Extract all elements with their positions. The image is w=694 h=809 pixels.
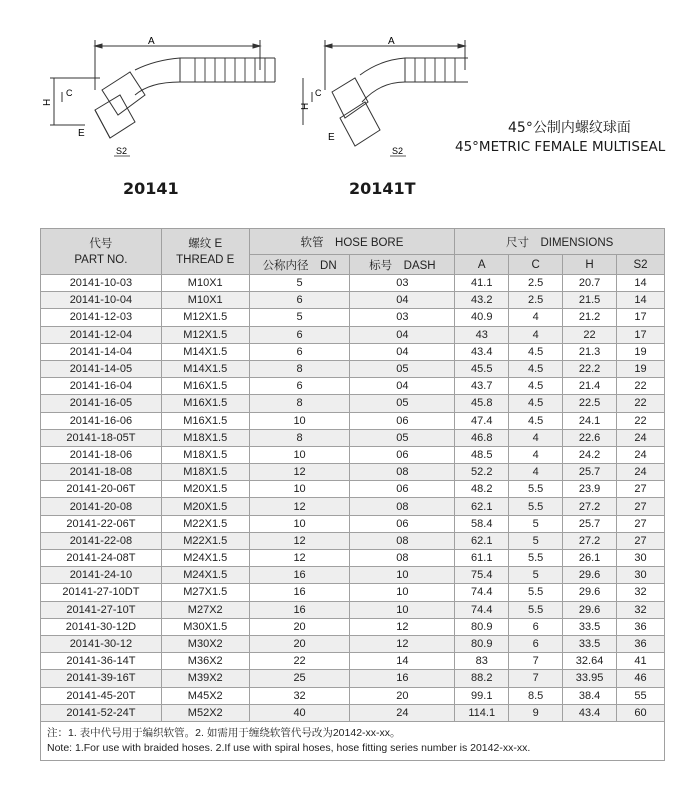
table-cell: 10 bbox=[249, 412, 350, 429]
table-cell: 36 bbox=[617, 635, 665, 652]
table-cell: M16X1.5 bbox=[161, 412, 249, 429]
table-cell: M45X2 bbox=[161, 687, 249, 704]
table-row bbox=[41, 601, 665, 618]
table-cell: 55 bbox=[617, 687, 665, 704]
table-cell: 10 bbox=[350, 601, 455, 618]
table-cell: 22 bbox=[563, 326, 617, 343]
model-label-20141t: 20141T bbox=[349, 179, 416, 198]
table-cell: 8.5 bbox=[509, 687, 563, 704]
table-row bbox=[41, 550, 665, 567]
table-cell: 36 bbox=[617, 618, 665, 635]
table-cell: 10 bbox=[350, 584, 455, 601]
table-cell: M52X2 bbox=[161, 704, 249, 721]
table-row bbox=[41, 687, 665, 704]
table-row bbox=[41, 395, 665, 412]
table-cell: 16 bbox=[249, 567, 350, 584]
table-cell: 5.5 bbox=[509, 550, 563, 567]
table-cell: 04 bbox=[350, 292, 455, 309]
table-cell: 27 bbox=[617, 481, 665, 498]
table-cell: 33.5 bbox=[563, 618, 617, 635]
model-label-20141: 20141 bbox=[123, 179, 179, 198]
table-cell: 16 bbox=[249, 601, 350, 618]
table-cell: 6 bbox=[249, 326, 350, 343]
table-cell: 22.2 bbox=[563, 360, 617, 377]
table-cell: M24X1.5 bbox=[161, 550, 249, 567]
table-cell: 80.9 bbox=[455, 618, 509, 635]
table-cell: M30X1.5 bbox=[161, 618, 249, 635]
table-cell: 24.2 bbox=[563, 446, 617, 463]
table-cell: 5 bbox=[509, 567, 563, 584]
table-cell: 20141-18-08 bbox=[41, 464, 162, 481]
table-cell: 27 bbox=[617, 532, 665, 549]
table-cell: 20 bbox=[249, 618, 350, 635]
note-en: Note: 1.For use with braided hoses. 2.If use with spiral hoses, hose fitting series number is 20142-xx-xx. bbox=[47, 741, 531, 754]
table-cell: 27 bbox=[617, 515, 665, 532]
table-cell: 5.5 bbox=[509, 601, 563, 618]
table-cell: 27.2 bbox=[563, 532, 617, 549]
table-row bbox=[41, 704, 665, 721]
table-cell: 25 bbox=[249, 670, 350, 687]
table-cell: 25.7 bbox=[563, 464, 617, 481]
table-cell: 4 bbox=[509, 464, 563, 481]
table-cell: M22X1.5 bbox=[161, 515, 249, 532]
product-title-cn: 45°公制内螺纹球面 bbox=[508, 120, 631, 136]
header-h: H bbox=[563, 255, 617, 275]
header-part-no: 代号 PART NO. bbox=[41, 229, 162, 275]
header-hose-bore: 软管 HOSE BORE bbox=[249, 229, 455, 255]
table-cell: 48.5 bbox=[455, 446, 509, 463]
table-cell: 20141-14-05 bbox=[41, 360, 162, 377]
table-cell: 30 bbox=[617, 567, 665, 584]
table-cell: 12 bbox=[350, 635, 455, 652]
table-cell: 20141-52-24T bbox=[41, 704, 162, 721]
table-row bbox=[41, 275, 665, 292]
dim-s2-label-t: S2 bbox=[392, 146, 404, 156]
table-cell: 20141-24-08T bbox=[41, 550, 162, 567]
table-cell: 20141-16-05 bbox=[41, 395, 162, 412]
table-cell: 46.8 bbox=[455, 429, 509, 446]
table-cell: 03 bbox=[350, 309, 455, 326]
table-cell: 20141-27-10T bbox=[41, 601, 162, 618]
table-cell: M14X1.5 bbox=[161, 360, 249, 377]
table-cell: M20X1.5 bbox=[161, 498, 249, 515]
table-cell: 5 bbox=[249, 309, 350, 326]
table-cell: 6 bbox=[249, 378, 350, 395]
table-cell: 4.5 bbox=[509, 395, 563, 412]
table-cell: 03 bbox=[350, 275, 455, 292]
table-cell: 6 bbox=[249, 292, 350, 309]
table-cell: M12X1.5 bbox=[161, 309, 249, 326]
table-cell: 33.5 bbox=[563, 635, 617, 652]
table-cell: 22 bbox=[249, 653, 350, 670]
table-cell: 40 bbox=[249, 704, 350, 721]
table-cell: 20141-27-10DT bbox=[41, 584, 162, 601]
table-cell: 43.4 bbox=[563, 704, 617, 721]
table-row bbox=[41, 567, 665, 584]
table-row bbox=[41, 429, 665, 446]
table-cell: M12X1.5 bbox=[161, 326, 249, 343]
table-cell: 40.9 bbox=[455, 309, 509, 326]
table-cell: 20141-18-06 bbox=[41, 446, 162, 463]
table-cell: 48.2 bbox=[455, 481, 509, 498]
table-cell: 04 bbox=[350, 343, 455, 360]
table-cell: 5 bbox=[249, 275, 350, 292]
table-cell: 32 bbox=[617, 601, 665, 618]
table-cell: 20141-12-04 bbox=[41, 326, 162, 343]
table-cell: 52.2 bbox=[455, 464, 509, 481]
table-row bbox=[41, 532, 665, 549]
table-cell: 10 bbox=[249, 515, 350, 532]
table-cell: M39X2 bbox=[161, 670, 249, 687]
table-cell: 27.2 bbox=[563, 498, 617, 515]
table-cell: 06 bbox=[350, 515, 455, 532]
table-cell: 4.5 bbox=[509, 360, 563, 377]
table-cell: 5.5 bbox=[509, 498, 563, 515]
table-cell: 4 bbox=[509, 429, 563, 446]
dimensions-table bbox=[40, 228, 665, 761]
table-cell: 38.4 bbox=[563, 687, 617, 704]
table-cell: 43.2 bbox=[455, 292, 509, 309]
table-row bbox=[41, 326, 665, 343]
table-cell: 20141-14-04 bbox=[41, 343, 162, 360]
table-cell: 43.4 bbox=[455, 343, 509, 360]
table-cell: M14X1.5 bbox=[161, 343, 249, 360]
table-cell: 19 bbox=[617, 360, 665, 377]
table-cell: 41.1 bbox=[455, 275, 509, 292]
dim-h-label-t: H bbox=[300, 102, 311, 110]
table-cell: 5 bbox=[509, 515, 563, 532]
table-cell: 20141-20-08 bbox=[41, 498, 162, 515]
table-cell: 7 bbox=[509, 670, 563, 687]
table-cell: 08 bbox=[350, 464, 455, 481]
table-cell: 9 bbox=[509, 704, 563, 721]
table-cell: 10 bbox=[249, 481, 350, 498]
table-cell: 4 bbox=[509, 326, 563, 343]
fitting-drawing-20141 bbox=[40, 30, 300, 160]
table-cell: 8 bbox=[249, 360, 350, 377]
header-s2: S2 bbox=[617, 255, 665, 275]
table-cell: 20 bbox=[249, 635, 350, 652]
table-cell: 62.1 bbox=[455, 498, 509, 515]
dim-a-label-t: A bbox=[388, 36, 395, 47]
table-cell: 20141-10-03 bbox=[41, 275, 162, 292]
note-cn: 注：1. 表中代号用于编织软管。2. 如需用于缠绕软管代号改为20142-xx-xx。 bbox=[47, 726, 401, 739]
table-cell: 45.5 bbox=[455, 360, 509, 377]
table-cell: 23.9 bbox=[563, 481, 617, 498]
table-cell: 24 bbox=[617, 464, 665, 481]
table-cell: 21.5 bbox=[563, 292, 617, 309]
table-row bbox=[41, 618, 665, 635]
table-cell: 20141-30-12D bbox=[41, 618, 162, 635]
table-row bbox=[41, 653, 665, 670]
header-dimensions: 尺寸 DIMENSIONS bbox=[455, 229, 665, 255]
table-cell: 5 bbox=[509, 532, 563, 549]
table-cell: 17 bbox=[617, 309, 665, 326]
table-cell: 20141-22-06T bbox=[41, 515, 162, 532]
table-cell: 20141-18-05T bbox=[41, 429, 162, 446]
table-cell: M10X1 bbox=[161, 275, 249, 292]
table-cell: 24.1 bbox=[563, 412, 617, 429]
table-cell: 24 bbox=[350, 704, 455, 721]
dim-s2-label: S2 bbox=[116, 146, 128, 156]
table-cell: 6 bbox=[249, 343, 350, 360]
table-cell: 22.5 bbox=[563, 395, 617, 412]
table-cell: 14 bbox=[617, 292, 665, 309]
table-cell: 45.8 bbox=[455, 395, 509, 412]
table-cell: 04 bbox=[350, 326, 455, 343]
dim-e-label-t: E bbox=[328, 132, 335, 143]
table-cell: 26.1 bbox=[563, 550, 617, 567]
table-cell: M22X1.5 bbox=[161, 532, 249, 549]
table-cell: 24 bbox=[617, 446, 665, 463]
table-cell: 43.7 bbox=[455, 378, 509, 395]
table-cell: 16 bbox=[249, 584, 350, 601]
dim-c-label-t: C bbox=[315, 88, 322, 98]
table-cell: 80.9 bbox=[455, 635, 509, 652]
table-cell: 6 bbox=[509, 618, 563, 635]
dim-c-label: C bbox=[66, 88, 73, 98]
table-row bbox=[41, 292, 665, 309]
header-thread: 螺纹 E THREAD E bbox=[161, 229, 249, 275]
table-cell: 20141-36-14T bbox=[41, 653, 162, 670]
table-cell: 32 bbox=[617, 584, 665, 601]
table-cell: M18X1.5 bbox=[161, 464, 249, 481]
table-cell: 10 bbox=[249, 446, 350, 463]
table-cell: 17 bbox=[617, 326, 665, 343]
table-cell: 61.1 bbox=[455, 550, 509, 567]
table-cell: M10X1 bbox=[161, 292, 249, 309]
table-note bbox=[41, 721, 665, 760]
table-cell: M36X2 bbox=[161, 653, 249, 670]
table-cell: 22 bbox=[617, 378, 665, 395]
table-cell: M27X1.5 bbox=[161, 584, 249, 601]
table-cell: 33.95 bbox=[563, 670, 617, 687]
table-cell: M18X1.5 bbox=[161, 429, 249, 446]
table-cell: M30X2 bbox=[161, 635, 249, 652]
table-row bbox=[41, 464, 665, 481]
table-cell: 20141-10-04 bbox=[41, 292, 162, 309]
table-cell: 2.5 bbox=[509, 292, 563, 309]
table-cell: 12 bbox=[249, 550, 350, 567]
table-cell: 60 bbox=[617, 704, 665, 721]
table-row bbox=[41, 360, 665, 377]
table-cell: 5.5 bbox=[509, 584, 563, 601]
table-cell: 41 bbox=[617, 653, 665, 670]
table-cell: M16X1.5 bbox=[161, 395, 249, 412]
table-cell: 58.4 bbox=[455, 515, 509, 532]
table-row bbox=[41, 670, 665, 687]
product-title-en: 45°METRIC FEMALE MULTISEAL bbox=[455, 139, 666, 155]
table-cell: 12 bbox=[249, 464, 350, 481]
table-row bbox=[41, 343, 665, 360]
table-cell: 20141-45-20T bbox=[41, 687, 162, 704]
table-cell: 25.7 bbox=[563, 515, 617, 532]
table-cell: M16X1.5 bbox=[161, 378, 249, 395]
table-cell: 21.3 bbox=[563, 343, 617, 360]
table-cell: 21.4 bbox=[563, 378, 617, 395]
table-cell: 20141-39-16T bbox=[41, 670, 162, 687]
table-cell: 21.2 bbox=[563, 309, 617, 326]
table-cell: 04 bbox=[350, 378, 455, 395]
table-cell: 32.64 bbox=[563, 653, 617, 670]
table-cell: 22 bbox=[617, 412, 665, 429]
header-a: A bbox=[455, 255, 509, 275]
table-cell: 06 bbox=[350, 481, 455, 498]
table-cell: 4 bbox=[509, 446, 563, 463]
table-cell: 30 bbox=[617, 550, 665, 567]
table-cell: 62.1 bbox=[455, 532, 509, 549]
table-cell: 20141-22-08 bbox=[41, 532, 162, 549]
table-cell: 27 bbox=[617, 498, 665, 515]
table-cell: 20141-20-06T bbox=[41, 481, 162, 498]
table-cell: 22.6 bbox=[563, 429, 617, 446]
table-cell: M20X1.5 bbox=[161, 481, 249, 498]
table-row bbox=[41, 412, 665, 429]
table-cell: 74.4 bbox=[455, 601, 509, 618]
table-row bbox=[41, 378, 665, 395]
header-c: C bbox=[509, 255, 563, 275]
table-cell: 24 bbox=[617, 429, 665, 446]
table-cell: 20141-16-06 bbox=[41, 412, 162, 429]
table-cell: 20141-24-10 bbox=[41, 567, 162, 584]
table-cell: 20141-30-12 bbox=[41, 635, 162, 652]
table-cell: 4.5 bbox=[509, 378, 563, 395]
table-cell: 5.5 bbox=[509, 481, 563, 498]
table-row bbox=[41, 635, 665, 652]
table-cell: 12 bbox=[249, 498, 350, 515]
table-cell: 14 bbox=[617, 275, 665, 292]
table-cell: 43 bbox=[455, 326, 509, 343]
dim-h-label: H bbox=[42, 98, 53, 106]
table-cell: 6 bbox=[509, 635, 563, 652]
header-dn: 公称内径 DN bbox=[249, 255, 350, 275]
table-cell: 29.6 bbox=[563, 584, 617, 601]
table-cell: 47.4 bbox=[455, 412, 509, 429]
table-cell: 12 bbox=[249, 532, 350, 549]
table-cell: 20141-16-04 bbox=[41, 378, 162, 395]
table-cell: 20.7 bbox=[563, 275, 617, 292]
table-cell: 83 bbox=[455, 653, 509, 670]
table-cell: 7 bbox=[509, 653, 563, 670]
table-cell: 08 bbox=[350, 532, 455, 549]
table-cell: 114.1 bbox=[455, 704, 509, 721]
table-cell: 2.5 bbox=[509, 275, 563, 292]
table-cell: 4 bbox=[509, 309, 563, 326]
table-cell: M18X1.5 bbox=[161, 446, 249, 463]
table-cell: 08 bbox=[350, 550, 455, 567]
table-cell: 05 bbox=[350, 429, 455, 446]
table-cell: 75.4 bbox=[455, 567, 509, 584]
table-cell: 32 bbox=[249, 687, 350, 704]
table-cell: 46 bbox=[617, 670, 665, 687]
table-cell: 29.6 bbox=[563, 601, 617, 618]
dim-e-label: E bbox=[78, 128, 85, 139]
table-cell: 74.4 bbox=[455, 584, 509, 601]
table-row bbox=[41, 498, 665, 515]
table-cell: 14 bbox=[350, 653, 455, 670]
table-cell: 05 bbox=[350, 360, 455, 377]
table-cell: 4.5 bbox=[509, 412, 563, 429]
table-row bbox=[41, 309, 665, 326]
table-cell: 29.6 bbox=[563, 567, 617, 584]
table-cell: 4.5 bbox=[509, 343, 563, 360]
table-cell: 12 bbox=[350, 618, 455, 635]
table-cell: 8 bbox=[249, 429, 350, 446]
table-cell: 20141-12-03 bbox=[41, 309, 162, 326]
table-row bbox=[41, 481, 665, 498]
table-cell: 10 bbox=[350, 567, 455, 584]
table-row bbox=[41, 584, 665, 601]
table-cell: 8 bbox=[249, 395, 350, 412]
table-cell: 20 bbox=[350, 687, 455, 704]
table-cell: 22 bbox=[617, 395, 665, 412]
table-cell: 16 bbox=[350, 670, 455, 687]
table-cell: 06 bbox=[350, 412, 455, 429]
table-cell: M27X2 bbox=[161, 601, 249, 618]
header-dash: 标号 DASH bbox=[350, 255, 455, 275]
table-cell: M24X1.5 bbox=[161, 567, 249, 584]
table-row bbox=[41, 446, 665, 463]
table-cell: 99.1 bbox=[455, 687, 509, 704]
table-cell: 06 bbox=[350, 446, 455, 463]
dim-a-label: A bbox=[148, 36, 155, 47]
table-cell: 88.2 bbox=[455, 670, 509, 687]
table-cell: 08 bbox=[350, 498, 455, 515]
table-cell: 05 bbox=[350, 395, 455, 412]
table-row bbox=[41, 515, 665, 532]
fitting-drawing-20141t bbox=[300, 30, 470, 160]
table-cell: 19 bbox=[617, 343, 665, 360]
